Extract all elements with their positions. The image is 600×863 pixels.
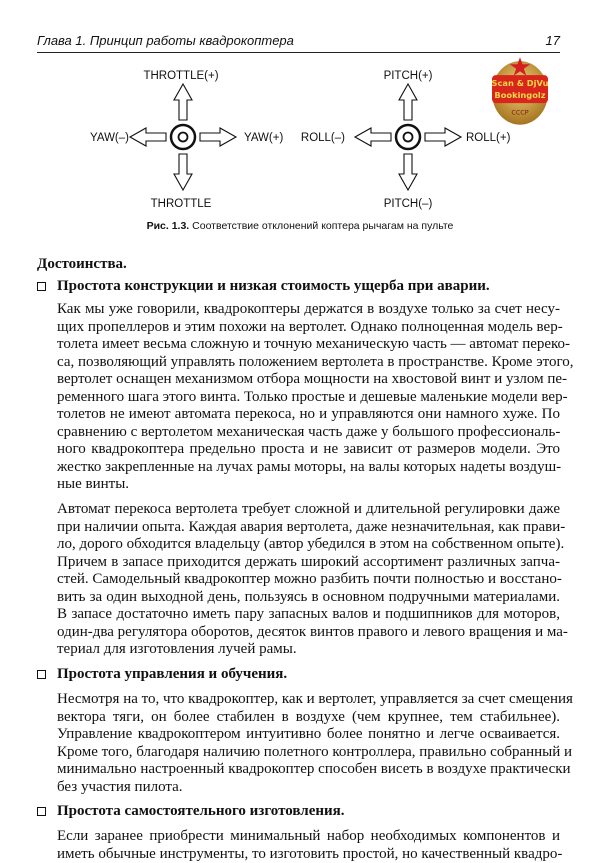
text-line: ло, дорого обходится владельцу (автор убедился в этом на собственном опыте). [57,536,565,553]
text-line: Как мы уже говорили, квадрокоптеры держатся в воздухе только за счет несу- [57,301,560,318]
text-line: без участия пилота. [57,778,183,795]
text-line: Если заранее приобрести минимальный набор необходимых компонентов и [57,828,560,845]
label-pitch-minus: PITCH(–) [383,198,433,210]
text-line: толетов не имеют автомата перекоса, но и управляются они намного хуже. По [57,406,560,423]
svg-text:СССР: СССР [511,109,529,117]
arrow-left-icon [355,128,391,146]
text-line: иметь обычные инструменты, то изготовить простой, но качественный квадро- [57,845,563,862]
svg-text:Scan & DjVu: Scan & DjVu [491,77,549,88]
text-line: стей. Самодельный квадрокоптер можно разбить почти полностью и восстано- [57,571,562,588]
svg-text:Bookingolz: Bookingolz [494,90,546,100]
section-title: Достоинства. [37,256,127,272]
paragraph [57,828,563,863]
page-number: 17 [545,33,560,48]
text-line: вектора тяги, он более стабилен в воздухе (чем крупнее, тем стабильнее). [57,708,560,725]
arrow-up-icon [399,84,417,120]
checkbox-bullet-icon [37,670,46,679]
text-line: териал для изготовления лучей рамы. [57,641,297,658]
stick-center-icon [404,133,413,142]
arrow-right-icon [425,128,461,146]
caption-number: Рис. 1.3. [146,220,190,232]
text-line: жестко закрепленные на лучах рамы моторы, на валы которых надеты воздуш- [57,458,562,475]
arrow-down-icon [174,154,192,190]
arrow-right-icon [200,128,236,146]
text-line: вертолет оснащен механизмом отбора мощности на хвостовой винт и узлом пе- [57,371,568,388]
text-line: вить за один выходной день, пользуясь в основном подручными материалами. [57,588,560,605]
text-line: ного квадрокоптера предельно проста и не зависит от размеров модели. Это [57,441,560,458]
text-line: минимально настроенный квадрокоптер способен висеть в воздухе практически [57,761,571,778]
stick-outer-ring-icon [396,125,420,149]
paragraph [57,501,568,659]
checkbox-bullet-icon [37,282,46,291]
item-heading: Простота самостоятельного изготовления. [57,803,345,820]
label-roll-minus: ROLL(–) [300,132,345,144]
text-line: при наличии опыта. Каждая авария вертолета, даже незначительная, как прави- [57,518,566,535]
right-stick-diagram [301,70,511,210]
label-yaw-minus: YAW(–) [90,132,129,144]
item-heading: Простота управления и обучения. [57,666,288,683]
text-line: ные винты. [57,476,130,493]
stick-center-icon [179,133,188,142]
text-line: ременного шага этого винта. Только простые и дешевые маленькие модели вер- [57,388,568,405]
item-heading: Простота конструкции и низкая стоимость ущерба при аварии. [57,278,490,295]
stick-outer-ring-icon [171,125,195,149]
arrow-left-icon [130,128,166,146]
arrow-up-icon [174,84,192,120]
label-pitch-plus: PITCH(+) [383,70,433,82]
text-line: щих пропеллеров и этим похожи на вертолет. Однако полноценная модель вер- [57,318,563,335]
label-throttle-plus: THROTTLE(+) [143,70,219,82]
text-line: сравнению с вертолетом механическая часть даже у большого профессиональ- [57,423,561,440]
text-line: Управление квадрокоптером интуитивно более понятно и легче осваивается. [57,726,560,743]
paragraph [57,691,573,796]
chapter-title: Глава 1. Принцип работы квадрокоптера [37,33,294,48]
text-line: са, позволяющий управлять положением вертолета в пространстве. Кроме этого, [57,353,574,370]
text-line: толета имеет весьма сложную и точную механическую часть — автомат переко- [57,336,571,353]
text-line: Причем в запасе приходится держать широкий ассортимент различных запча- [57,553,560,570]
checkbox-bullet-icon [37,807,46,816]
label-yaw-plus: YAW(+) [244,132,284,144]
figure-caption [0,220,600,232]
left-stick-diagram [90,70,283,210]
arrow-down-icon [399,154,417,190]
text-line: В запасе достаточно иметь пару запасных валов и подшипников для моторов, [57,606,560,623]
watermark-badge-logo [488,56,552,126]
label-throttle: THROTTLE [150,198,212,210]
text-line: Несмотря на то, что квадрокоптер, как и вертолет, управляется за счет смещения [57,691,573,708]
text-line: один-два регулятора оборотов, десяток винтов правого и левого вращения и ма- [57,623,568,640]
paragraph [57,301,574,494]
label-roll-plus: ROLL(+) [466,132,511,144]
text-line: Кроме того, благодаря наличию полетного контроллера, правильно собранный и [57,743,573,760]
text-line: Автомат перекоса вертолета требует сложной и длительной регулировки даже [57,501,560,518]
caption-text: Соответствие отклонений коптера рычагам на пульте [189,220,454,232]
